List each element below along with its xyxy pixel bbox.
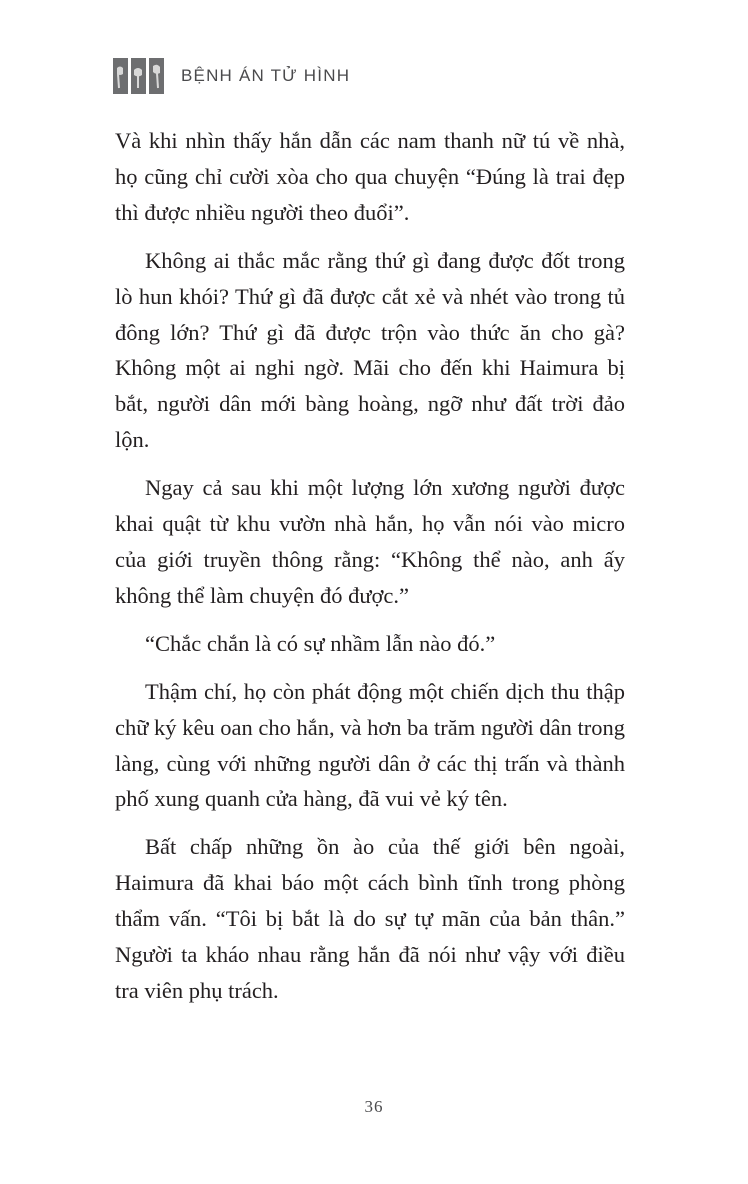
hand-grip-icon: [131, 58, 146, 94]
hand-grip-icon: [149, 58, 164, 94]
logo-bar-left: [113, 58, 128, 94]
logo-bar-middle: [131, 58, 146, 94]
running-title: BỆNH ÁN TỬ HÌNH: [181, 66, 351, 85]
running-header: [113, 58, 350, 94]
hand-grip-icon: [113, 58, 128, 94]
paragraph: “Chắc chắn là có sự nhầm lẫn nào đó.”: [145, 630, 496, 656]
paragraph: Không ai thắc mắc rằng thứ gì đang được đốt trong lò hun khói? Thứ gì đã được cắt xẻ và nhét vào trong tủ đông lớn? Thứ gì đã được trộn vào thức ăn cho gà? Không một ai nghi ngờ. Mãi cho đến khi Haimura bị bắt, người dân mới bàng hoàng, ngỡ như đất trời đảo lộn.: [115, 247, 625, 453]
paragraph: Và khi nhìn thấy hắn dẫn các nam thanh nữ tú về nhà, họ cũng chỉ cười xòa cho qua chuyện “Đúng là trai đẹp thì được nhiều người theo đuổi”.: [115, 128, 625, 225]
paragraph: Thậm chí, họ còn phát động một chiến dịch thu thập chữ ký kêu oan cho hắn, và hơn ba trăm người dân trong làng, cùng với những người dân ở các thị trấn và thành phố xung quanh cửa hàng, đã vui vẻ ký tên.: [115, 678, 625, 812]
logo-bar-right: [149, 58, 164, 94]
book-logo: [113, 58, 164, 94]
paragraph: Bất chấp những ồn ào của thế giới bên ngoài, Haimura đã khai báo một cách bình tĩnh trong phòng thẩm vấn. “Tôi bị bắt là do sự tự mãn của bản thân.” Người ta kháo nhau rằng hắn đã nói như vậy với điều tra viên phụ trách.: [115, 834, 625, 1003]
page-number: 36: [364, 1097, 384, 1116]
paragraph: Ngay cả sau khi một lượng lớn xương người được khai quật từ khu vườn nhà hắn, họ vẫn nói vào micro của giới truyền thông rằng: “Không thể nào, anh ấy không thể làm chuyện đó được.”: [115, 475, 625, 608]
body-text: [115, 123, 625, 1021]
